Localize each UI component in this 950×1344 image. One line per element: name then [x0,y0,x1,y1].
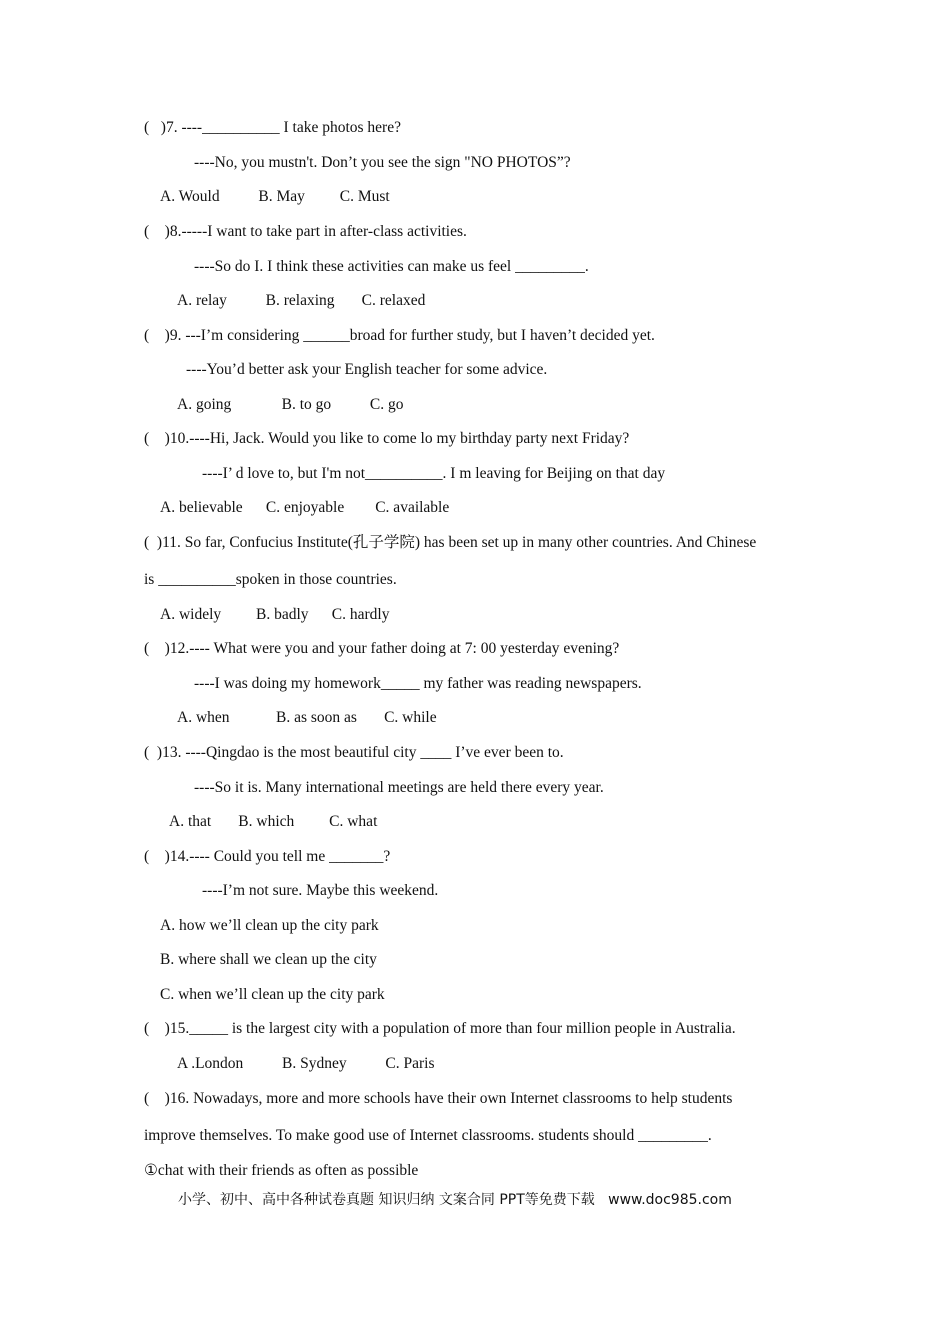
question-14-option-c: C. when we’ll clean up the city park [160,986,385,1003]
question-13-options: A. that B. which C. what [169,813,378,830]
question-9: ( )9. ---I’m considering ______broad for further study, but I haven’t decided yet. [144,327,655,344]
question-13: ( )13. ----Qingdao is the most beautiful city ____ I’ve ever been to. [144,744,564,761]
question-15-options: A .London B. Sydney C. Paris [177,1055,435,1072]
question-8-options: A. relay B. relaxing C. relaxed [177,292,426,309]
question-12: ( )12.---- What were you and your father doing at 7: 00 yesterday evening? [144,640,620,657]
question-14-option-b: B. where shall we clean up the city [160,951,377,968]
question-11-cont: is __________spoken in those countries. [144,571,397,588]
question-12-reply: ----I was doing my homework_____ my father was reading newspapers. [194,675,642,692]
page-footer: 小学、初中、高中各种试卷真题 知识归纳 文案合同 PPT等免费下载 www.doc985.com [178,1192,732,1208]
question-9-options: A. going B. to go C. go [177,396,404,413]
question-13-reply: ----So it is. Many international meetings are held there every year. [194,779,604,796]
question-14-option-a: A. how we’ll clean up the city park [160,917,379,934]
question-14-reply: ----I’m not sure. Maybe this weekend. [202,882,439,899]
question-10-reply: ----I’ d love to, but I'm not__________. I m leaving for Beijing on that day [202,465,666,482]
question-7-options: A. Would B. May C. Must [160,188,390,205]
question-16-option-1: ①chat with their friends as often as possible [144,1162,419,1179]
question-14: ( )14.---- Could you tell me _______? [144,848,391,865]
question-8: ( )8.-----I want to take part in after-class activities. [144,223,467,240]
question-10: ( )10.----Hi, Jack. Would you like to come lo my birthday party next Friday? [144,430,630,447]
question-11: ( )11. So far, Confucius Institute(孔子学院) has been set up in many other countries. And Chinese [144,534,757,551]
question-9-reply: ----You’d better ask your English teacher for some advice. [186,361,548,378]
question-7: ( )7. ----__________ I take photos here? [144,119,401,136]
question-15: ( )15._____ is the largest city with a population of more than four million people in Australia. [144,1020,736,1037]
question-12-options: A. when B. as soon as C. while [177,709,437,726]
question-7-reply: ----No, you mustn't. Don’t you see the sign "NO PHOTOS”? [194,154,571,171]
question-11-options: A. widely B. badly C. hardly [160,606,390,623]
question-10-options: A. believable C. enjoyable C. available [160,499,450,516]
question-16: ( )16. Nowadays, more and more schools have their own Internet classrooms to help students [144,1090,733,1107]
question-16-cont: improve themselves. To make good use of Internet classrooms. students should _________. [144,1127,712,1144]
question-8-reply: ----So do I. I think these activities can make us feel _________. [194,258,589,275]
